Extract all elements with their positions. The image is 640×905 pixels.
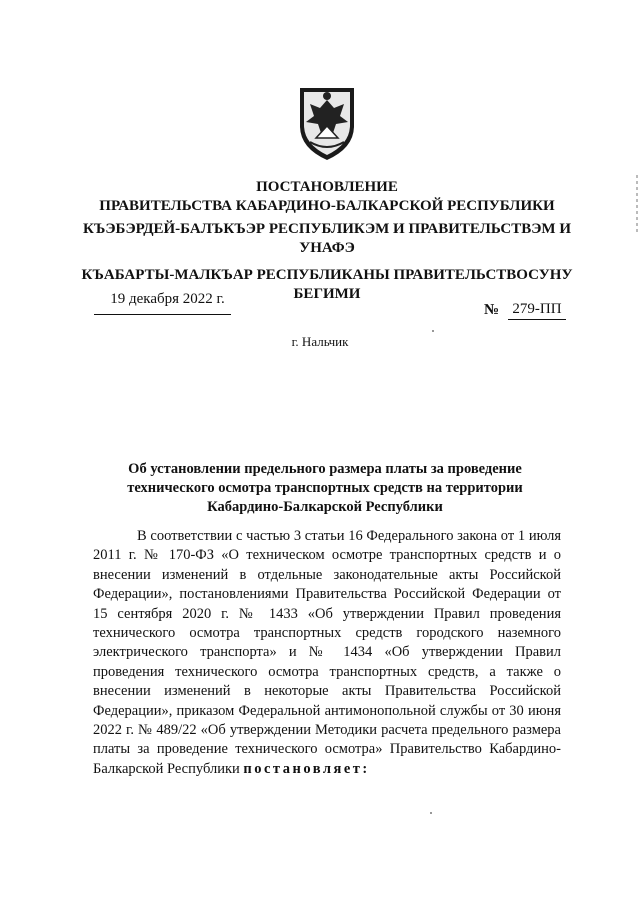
issuing-authority: ПРАВИТЕЛЬСТВА КАБАРДИНО-БАЛКАРСКОЙ РЕСПУБЛИКИ bbox=[99, 198, 555, 214]
date-field bbox=[94, 290, 231, 315]
document-type: ПОСТАНОВЛЕНИЕ bbox=[256, 179, 398, 195]
scan-speck bbox=[430, 812, 432, 814]
document-date: 19 декабря 2022 г. bbox=[110, 291, 225, 307]
document-type-header bbox=[70, 178, 584, 216]
city-name: г. Нальчик bbox=[291, 334, 349, 349]
document-title: Об установлении предельного размера платы за проведение технического осмотра транспортных средств на территории Кабардино-Балкарской Республики bbox=[127, 461, 523, 515]
decree-word: постановляет: bbox=[243, 760, 370, 777]
number-sign: № bbox=[484, 302, 500, 318]
date-underline bbox=[94, 314, 231, 315]
kbr-coat-of-arms-icon bbox=[296, 82, 358, 162]
kabardian-header: КЪЭБЭРДЕЙ-БАЛЪКЪЭР РЕСПУБЛИКЭМ И ПРАВИТЕЛЬСТВЭМ И УНАФЭ bbox=[83, 221, 571, 256]
preamble-text: В соответствии с частью 3 статьи 16 Федерального закона от 1 июля 2011 г. № 170-ФЗ «О техническом осмотре транспортных средств и о внесении изменений в отдельные законодательные акты Российской Федерации», постановлениями Правительства Российской Федерации от 15 сентября 2020 г. № 1433 «Об утверждении Правил проведения технического осмотра транспортных средств городского наземного электрического транспорта» и № 1434 «Об утверждении Правил проведения технического осмотра транспортных средств, а также о внесении изменений в некоторые акты Правительства Российской Федерации», приказом Федеральной антимонопольной службы от 30 июня 2022 г. № 489/22 «Об утверждении Методики расчета предельного размера платы за проведение технического осмотра» Правительство Кабардино-Балкарской Республики bbox=[93, 528, 561, 777]
scan-edge-mark bbox=[636, 175, 638, 235]
scan-speck bbox=[432, 330, 434, 332]
preamble-paragraph bbox=[93, 527, 561, 779]
balkar-header: КЪАБАРТЫ-МАЛКЪАР РЕСПУБЛИКАНЫ ПРАВИТЕЛЬСТВОСУНУ БЕГИМИ bbox=[81, 267, 573, 302]
document-body bbox=[93, 527, 561, 779]
document-number: 279-ПП bbox=[508, 300, 566, 320]
